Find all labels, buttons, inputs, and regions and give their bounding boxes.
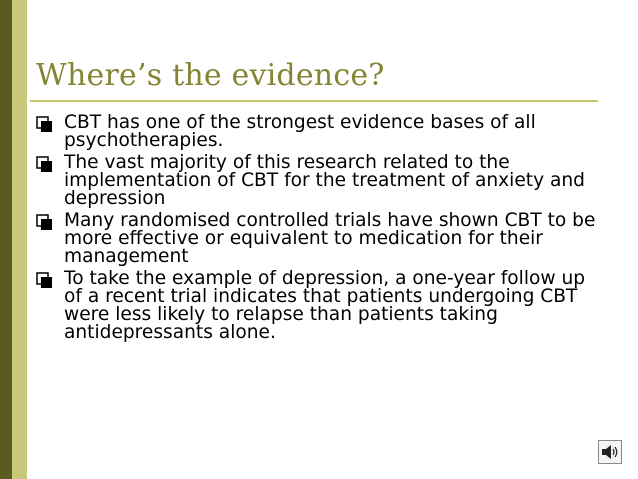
square-bullet-icon [36, 156, 52, 172]
bullet-text: The vast majority of this research related to the implementation of CBT for the treatment of anxiety and depression [64, 152, 585, 209]
slide-title: Where’s the evidence? [36, 58, 385, 93]
bullet-text: Many randomised controlled trials have shown CBT to be more effective or equivalent to medication for their management [64, 210, 596, 267]
bullet-text: To take the example of depression, a one-year follow up of a recent trial indicates that patients undergoing CBT were less likely to relapse than patients taking antidepressants alone. [64, 268, 586, 343]
bullet-item [36, 114, 596, 150]
bullet-item [36, 270, 596, 342]
left-accent-bar-light [12, 0, 27, 479]
left-accent-bar-dark [0, 0, 12, 479]
bullet-text: CBT has one of the strongest evidence bases of all psychotherapies. [64, 112, 536, 151]
square-bullet-icon [36, 214, 52, 230]
title-underline [30, 100, 598, 102]
square-bullet-icon [36, 272, 52, 288]
square-bullet-icon [36, 116, 52, 132]
bullet-item [36, 154, 596, 208]
audio-button[interactable] [598, 440, 622, 464]
bullet-list [36, 114, 596, 346]
speaker-icon [599, 441, 621, 463]
bullet-item [36, 212, 596, 266]
